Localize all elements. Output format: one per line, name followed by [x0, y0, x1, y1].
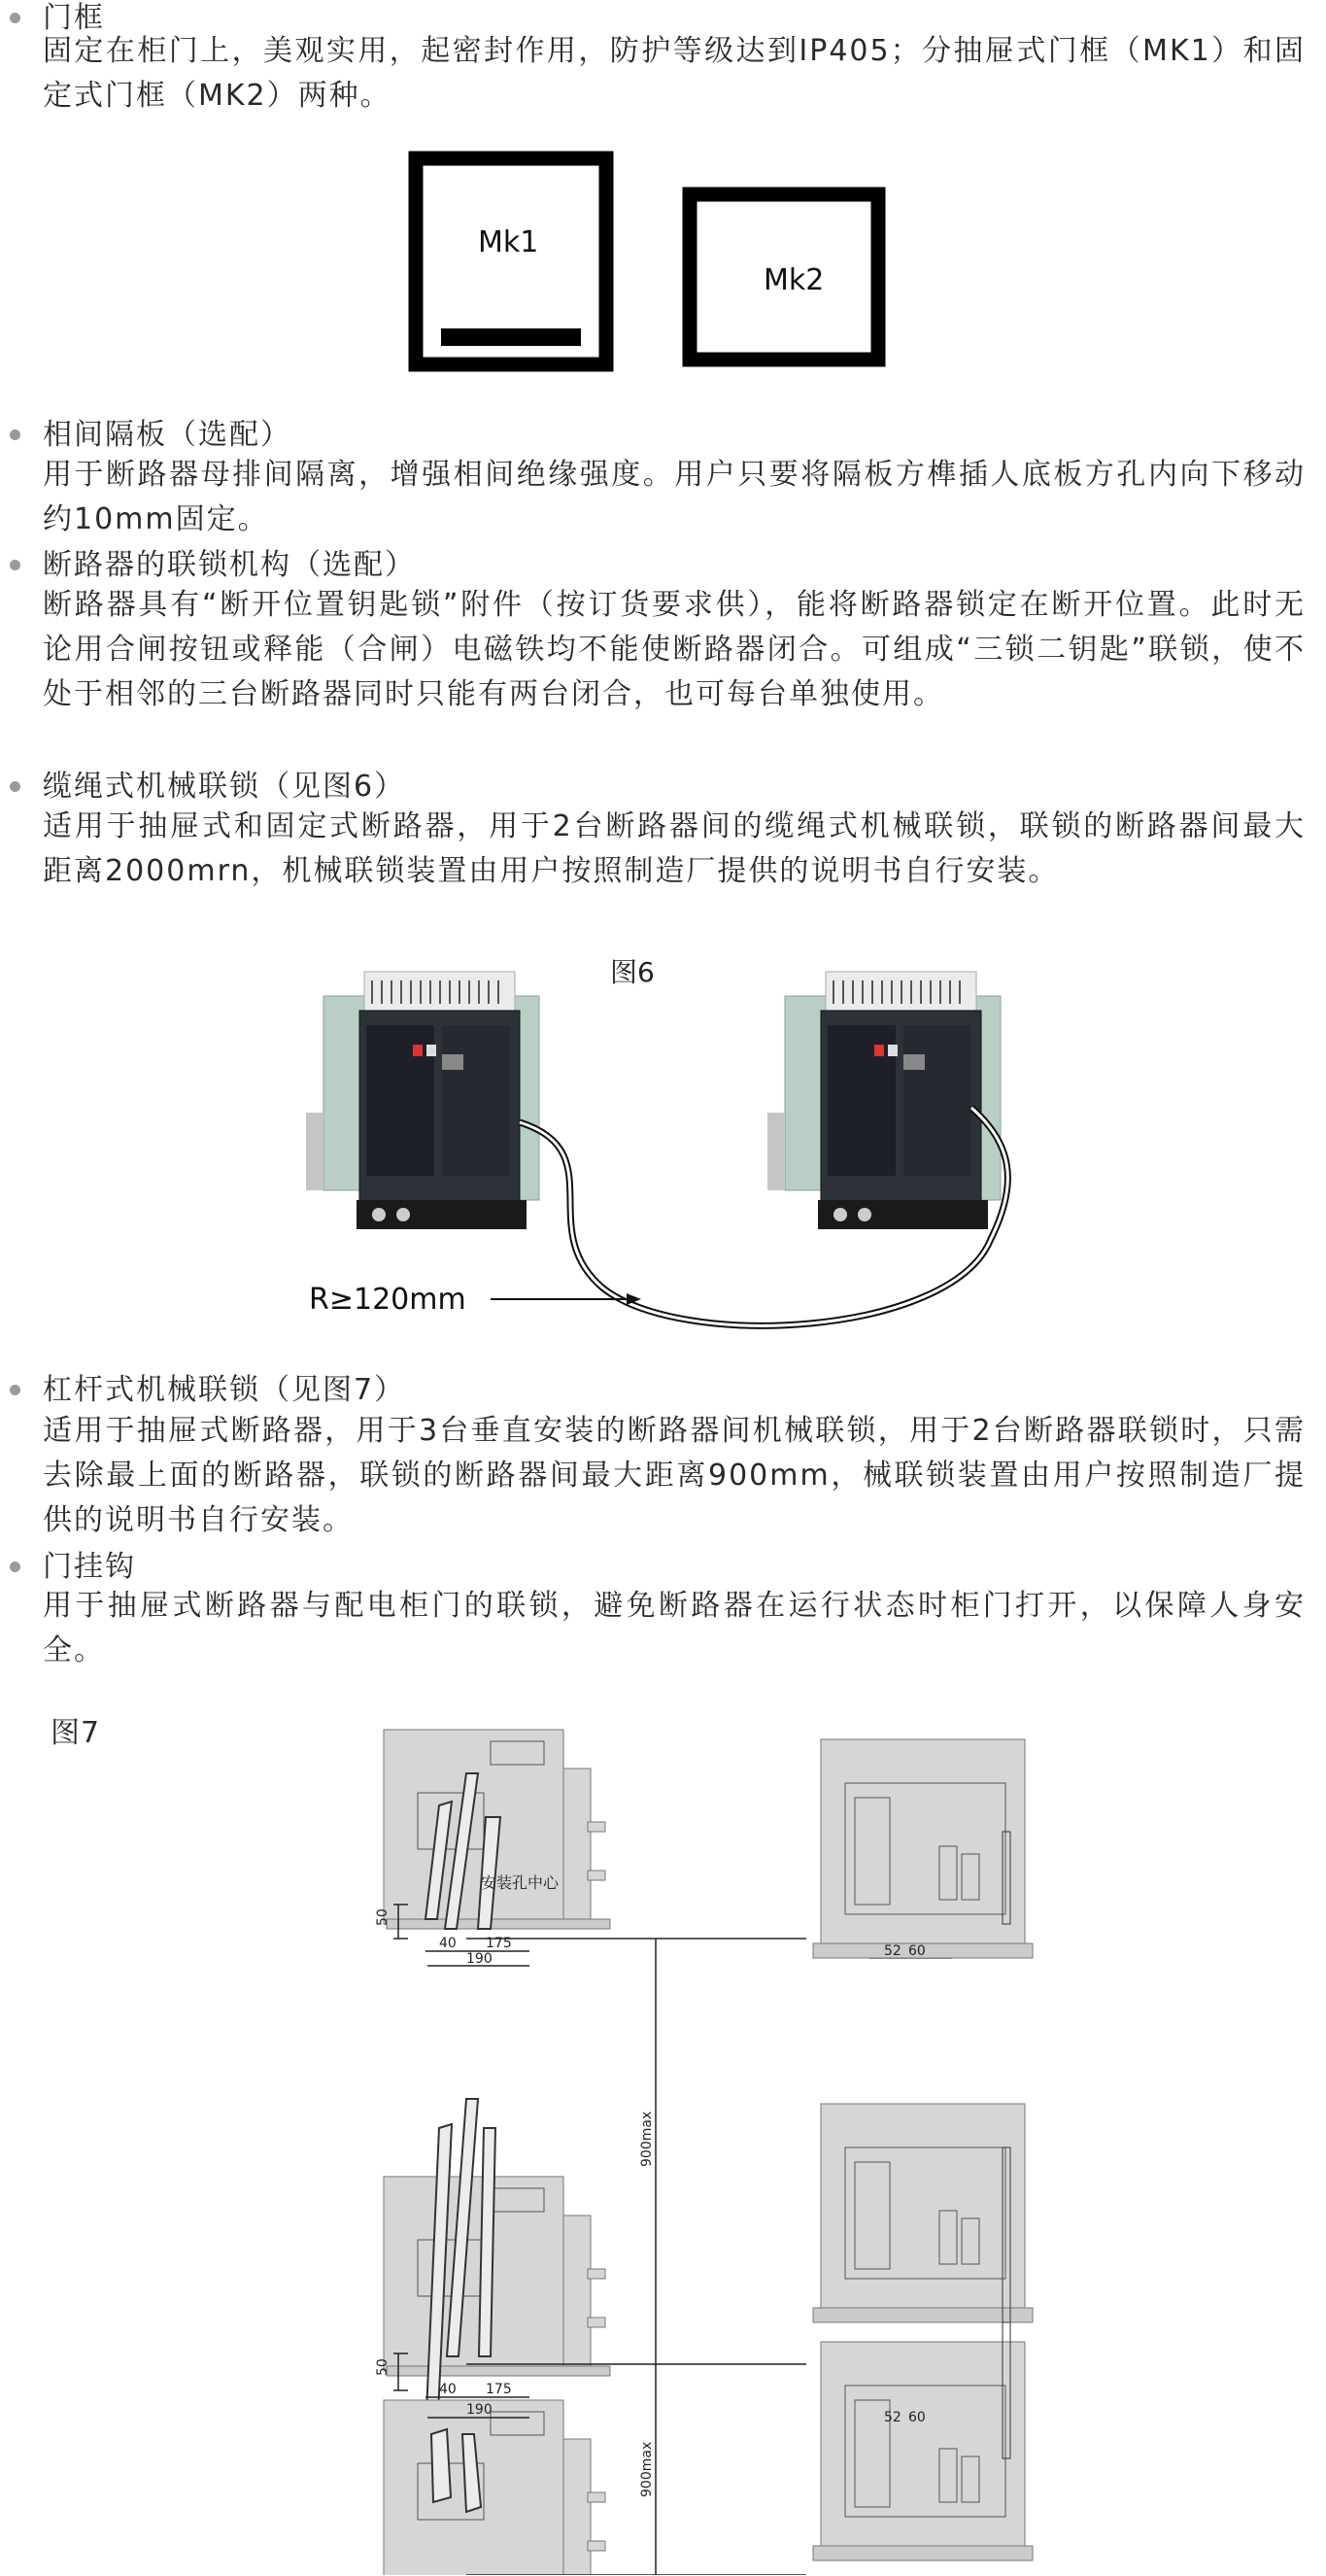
install-hole-label: 安装孔中心	[481, 1873, 560, 1892]
dim-900max-top: 900max	[639, 2111, 655, 2167]
door-frame-diagram	[408, 151, 913, 374]
dim-50-mid: 50	[375, 2358, 391, 2376]
bullet	[10, 1562, 20, 1572]
section-title-phase-barrier: 相间隔板（选配）	[43, 418, 291, 452]
section-text-cable-interlock: 适用于抽屉式和固定式断路器，用于2台断路器间的缆绳式机械联锁，联锁的断路器间最大距离2000mrn，机械联锁装置由用户按照制造厂提供的说明书自行安装。	[43, 809, 1306, 888]
dim-175-mid: 175	[486, 2382, 512, 2397]
dim-190-top: 190	[466, 1951, 493, 1967]
bullet	[10, 13, 20, 23]
dim-60-top: 60	[908, 1943, 926, 1959]
section-title-lever-interlock: 杠杆式机械联锁（见图7）	[43, 1373, 406, 1407]
dim-52-mid: 52	[884, 2410, 901, 2425]
mk2-frame	[690, 194, 878, 360]
section-title-door-frame: 门框	[43, 1, 105, 35]
bullet	[10, 429, 20, 440]
section-text-door-frame: 固定在柜门上，美观实用，起密封作用，防护等级达到IP405；分抽屉式门框（MK1）和固定式门框（MK2）两种。	[43, 34, 1306, 113]
bullet	[10, 1385, 20, 1395]
dim-50-top: 50	[375, 1908, 391, 1926]
dim-175-top: 175	[486, 1936, 512, 1951]
dim-40-mid: 40	[439, 2382, 457, 2397]
dim-52-top: 52	[884, 1943, 901, 1959]
mk2-label: Mk2	[764, 263, 825, 297]
section-text-door-hook: 用于抽屉式断路器与配电柜门的联锁，避免断路器在运行状态时柜门打开，以保障人身安全。	[43, 1589, 1306, 1667]
figure-7-label: 图7	[51, 1716, 101, 1750]
figure-6-cable-interlock	[291, 947, 1069, 1356]
mk1-label: Mk1	[478, 225, 539, 259]
mk1-frame	[416, 158, 606, 364]
bend-radius-label: R≥120mm	[309, 1283, 466, 1317]
figure-7-lever-interlock	[369, 1720, 1107, 2575]
bullet	[10, 560, 20, 570]
section-title-cable-interlock: 缆绳式机械联锁（见图6）	[43, 770, 406, 804]
figure-6-label: 图6	[610, 956, 655, 988]
bullet	[10, 781, 20, 792]
section-text-phase-barrier: 用于断路器母排间隔离，增强相间绝缘强度。用户只要将隔板方榫插人底板方孔内向下移动约10mm固定。	[43, 458, 1306, 536]
section-text-interlock: 断路器具有“断开位置钥匙锁”附件（按订货要求供），能将断路器锁定在断开位置。此时无论用合闸按钮或释能（合闸）电磁铁均不能使断路器闭合。可组成“三锁二钥匙”联锁，使不处于相邻的三台断路器同时只能有两台闭合，也可每台单独使用。	[43, 588, 1306, 711]
left-breaker-image	[306, 972, 539, 1229]
dim-900max-bottom: 900max	[639, 2441, 655, 2497]
dim-40-top: 40	[439, 1936, 457, 1951]
section-title-door-hook: 门挂钩	[43, 1550, 136, 1584]
right-breaker-image	[767, 972, 1001, 1229]
section-text-lever-interlock: 适用于抽屉式断路器，用于3台垂直安装的断路器间机械联锁，用于2台断路器联锁时，只需去除最上面的断路器，联锁的断路器间最大距离900mm，械联锁装置由用户按照制造厂提供的说明书自行安装。	[43, 1414, 1306, 1537]
dim-190-mid: 190	[466, 2402, 493, 2418]
section-title-interlock: 断路器的联锁机构（选配）	[43, 548, 416, 582]
dim-60-mid: 60	[908, 2410, 926, 2425]
